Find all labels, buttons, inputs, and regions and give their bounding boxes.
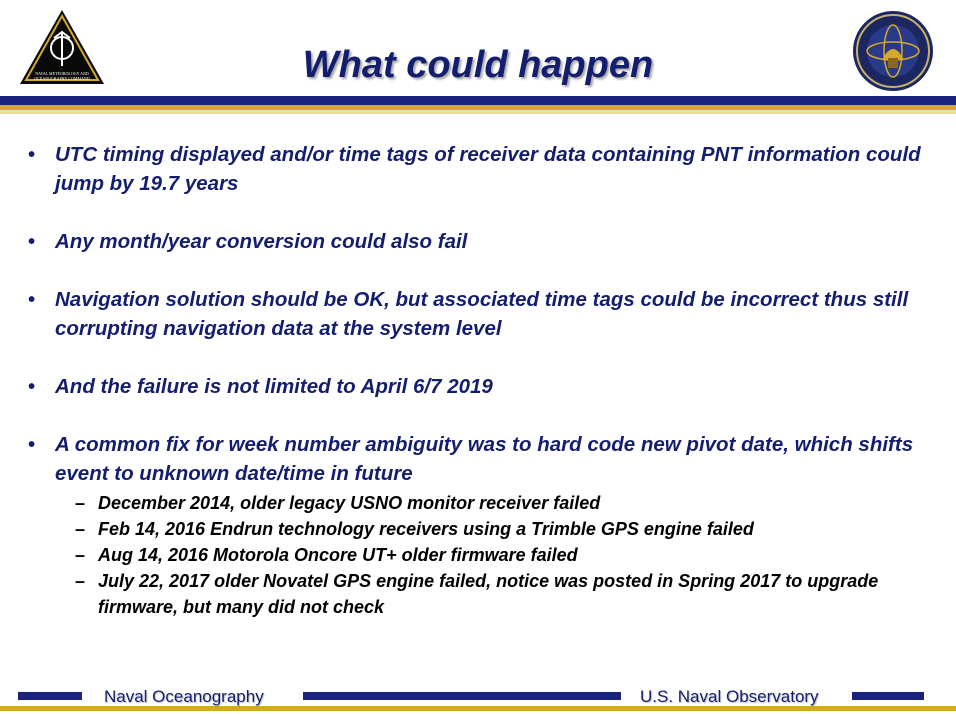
bullet-marker: • <box>28 288 36 311</box>
slide-title: What could happen <box>302 44 654 86</box>
bullet-marker: • <box>28 433 36 456</box>
sub-bullet-marker: – <box>75 493 86 513</box>
sub-bullet-marker: – <box>75 545 86 565</box>
bullet-marker: • <box>28 230 36 253</box>
footer-bar-right <box>852 692 924 700</box>
sub-bullet-item <box>55 516 933 542</box>
sub-bullet-text: Feb 14, 2016 Endrun technology receivers using a Trimble GPS engine failed <box>98 519 754 539</box>
logo-text-2: OCEANOGRAPHY COMMAND <box>34 76 90 81</box>
bullet-item <box>28 372 933 401</box>
bullet-marker: • <box>28 143 36 166</box>
bullet-text: UTC timing displayed and/or time tags of receiver data containing PNT information could jump by 19.7 years <box>55 143 921 195</box>
bullet-marker: • <box>28 375 36 398</box>
bullet-text: A common fix for week number ambiguity was to hard code new pivot date, which shifts event to unknown date/time in future <box>55 433 914 485</box>
bullet-item <box>28 140 933 198</box>
sub-bullet-list <box>55 490 933 620</box>
bullet-text: Any month/year conversion could also fail <box>55 230 468 253</box>
sub-bullet-item <box>55 568 933 620</box>
sub-bullet-marker: – <box>75 519 86 539</box>
header-divider-gold-light <box>0 110 956 114</box>
header-divider-navy <box>0 96 956 105</box>
sub-bullet-text: December 2014, older legacy USNO monitor receiver failed <box>98 493 601 513</box>
slide-body <box>28 140 933 620</box>
sub-bullet-marker: – <box>75 571 86 591</box>
footer-bar-left <box>18 692 82 700</box>
bullet-item <box>28 227 933 256</box>
bullet-item <box>28 285 933 343</box>
bullet-text: Navigation solution should be OK, but associated time tags could be incorrect thus still corrupting navigation data at the system level <box>55 288 909 340</box>
footer-left-label: Naval Oceanography <box>104 687 264 706</box>
sub-bullet-item <box>55 490 933 516</box>
sub-bullet-text: Aug 14, 2016 Motorola Oncore UT+ older firmware failed <box>98 545 578 565</box>
footer-right-label: U.S. Naval Observatory <box>640 687 819 706</box>
sub-bullet-item <box>55 542 933 568</box>
footer-bar-middle <box>303 692 621 700</box>
bullet-text: And the failure is not limited to April 6/7 2019 <box>55 375 493 398</box>
sub-bullet-text: July 22, 2017 older Novatel GPS engine failed, notice was posted in Spring 2017 to upgrade firmware, but many did not check <box>98 571 879 617</box>
bullet-item <box>28 430 933 620</box>
logo-text-1: NAVAL METEOROLOGY AND <box>35 71 89 76</box>
